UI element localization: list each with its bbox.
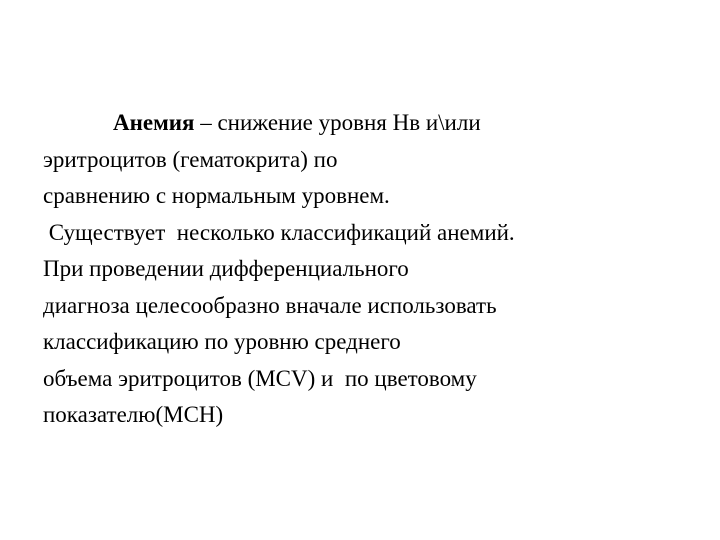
text-line-7: классификацию по уровню среднего xyxy=(43,329,401,354)
text-line-3: сравнению с нормальным уровнем. xyxy=(43,183,390,208)
text-line-2: эритроцитов (гематокрита) по xyxy=(43,146,338,172)
term-anemia: Анемия xyxy=(113,110,195,135)
text-line-5: При проведении дифференциального xyxy=(43,256,409,281)
text-line-1 xyxy=(43,105,683,142)
text-line-4: Существует несколько классификаций анемий. xyxy=(43,219,515,245)
text-line-8: объема эритроцитов (MCV) и по цветовому xyxy=(43,365,477,391)
text-line-9: показателю(MCH) xyxy=(43,402,224,427)
text-line-6: диагноза целесообразно вначале использовать xyxy=(43,292,497,318)
definition-start: – снижение уровня Нв и\или xyxy=(194,110,481,135)
definition-text xyxy=(43,105,683,434)
